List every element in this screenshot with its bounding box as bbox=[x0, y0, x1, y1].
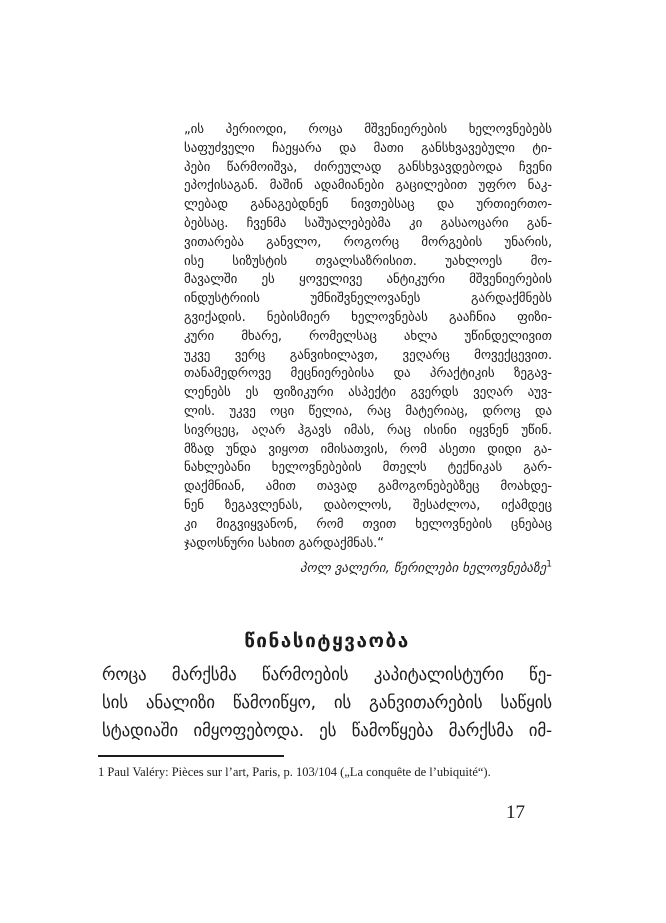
epigraph-line: გვიქადის. ნებისმიერ ხელოვნებას გააჩნია ფიზი- bbox=[184, 309, 552, 325]
epigraph-line: უკვე ვერც განვიხილავთ, ვეღარც მოვექცევით. bbox=[184, 347, 552, 363]
epigraph-line: ვითარება განვლო, როგორც მორგების უნარის, bbox=[184, 234, 552, 250]
chapter-heading: წინასიტყვაობა bbox=[244, 630, 410, 652]
footnote bbox=[98, 764, 568, 781]
epigraph-line: ლებად განაგებდნენ ნივთებსაც და ურთიერთო- bbox=[184, 197, 552, 213]
epigraph-quote bbox=[184, 121, 552, 553]
body-line: სტადიაში იმყოფებოდა. ეს წამოწყება მარქსმა იმ- bbox=[102, 721, 552, 741]
epigraph-line: მზად უნდა ვიყოთ იმისათვის, რომ ასეთი დიდი გა- bbox=[184, 441, 552, 457]
footnote-marker: 1 bbox=[98, 765, 105, 779]
epigraph-line: თანამედროვე მეცნიერებისა და პრაქტიკის ზეგავ- bbox=[184, 366, 552, 382]
epigraph bbox=[184, 121, 552, 578]
body-line: როცა მარქსმა წარმოების კაპიტალისტური წე- bbox=[102, 665, 552, 685]
footnote-reference-marker: 1 bbox=[546, 560, 552, 570]
epigraph-line: ნენ ზეგავლენას, დაბოლოს, შესაძლოა, იქამდეც bbox=[184, 497, 552, 513]
page-number: 17 bbox=[506, 802, 525, 823]
epigraph-line: ლის. უკვე ოცი წელია, რაც მატერიაც, დროც და bbox=[184, 403, 552, 419]
epigraph-line: სივრცეც, აღარ ჰგავს იმას, რაც ისინი იყვნენ უწინ. bbox=[184, 422, 552, 438]
epigraph-line: დაქმნიან, ამით თავად გამოგონებებზეც მოახდე- bbox=[184, 479, 552, 495]
body-line: სის ანალიზი წამოიწყო, ის განვითარების საწყის bbox=[102, 693, 552, 713]
epigraph-line: ბებსაც. ჩვენმა საშუალებებმა კი გასაოცარი გან- bbox=[184, 215, 552, 231]
epigraph-line: მავალში ეს ყოველივე ანტიკური მშვენიერების bbox=[184, 272, 552, 288]
epigraph-line: ჯადოსნური სახით გარდაქმნას.“ bbox=[184, 535, 384, 551]
epigraph-line: ისე სიზუსტის თვალსაზრისით. უახლოეს მო- bbox=[184, 253, 552, 269]
epigraph-attribution bbox=[184, 560, 552, 578]
attribution-text: პოლ ვალერი, წერილები ხელოვნებაზე bbox=[300, 561, 547, 577]
epigraph-line: „ის პერიოდი, როცა მშვენიერების ხელოვნებებს bbox=[184, 122, 552, 137]
epigraph-line: ლენებს ეს ფიზიკური ასპექტი გვერდს ვეღარ აუვ- bbox=[184, 385, 552, 401]
epigraph-line: კი მიგვიყვანონ, რომ თვით ხელოვნების ცნებაც bbox=[184, 516, 552, 532]
epigraph-line: ნახლებანი ხელოვნებების მთელს ტექნიკას გარ- bbox=[184, 460, 552, 476]
epigraph-line: კური მხარე, რომელსაც ახლა უწინდელივით bbox=[184, 328, 552, 344]
body-paragraph bbox=[102, 661, 552, 745]
epigraph-line: საფუძველი ჩაეყარა და მათი განსხვავებული ტი- bbox=[184, 140, 552, 156]
footnote-separator-rule bbox=[98, 755, 284, 757]
epigraph-line: პები წარმოიშვა, ძირეულად განსხვავდებოდა ჩვენი bbox=[184, 159, 552, 175]
footnote-text: Paul Valéry: Pièces sur l’art, Paris, p. 103/104 („La conquête de l’ubiquité“). bbox=[107, 765, 491, 779]
epigraph-line: ინდუსტრიის უმნიშვნელოვანეს გარდაქმნებს bbox=[184, 291, 552, 307]
epigraph-line: ეპოქისაგან. მაშინ ადამიანები გაცილებით უფრო ნაკ- bbox=[184, 178, 552, 194]
